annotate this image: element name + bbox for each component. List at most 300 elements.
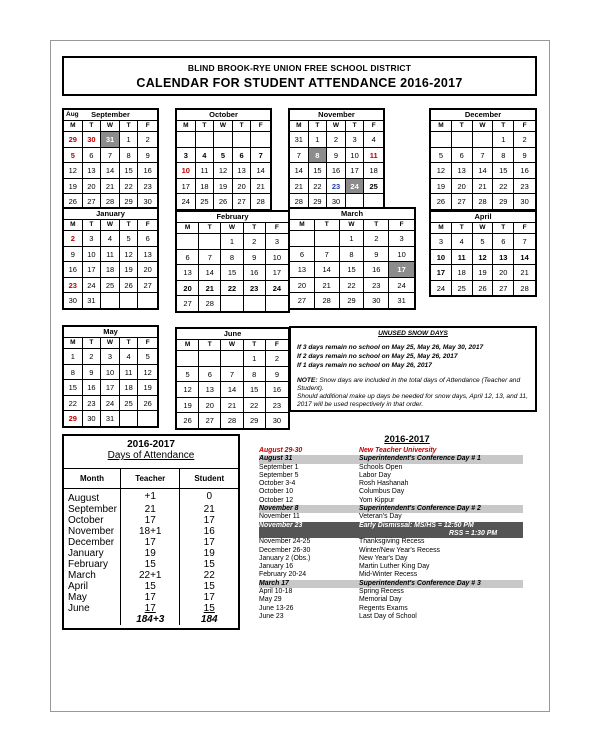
- day-cell: 3: [431, 233, 452, 249]
- day-cell: 7: [101, 147, 120, 163]
- attendance-row: [64, 537, 238, 548]
- day-cell: 7: [221, 366, 243, 382]
- weekday-header: W: [473, 120, 494, 131]
- day-cell: 30: [83, 410, 102, 426]
- day-cell: 4: [196, 147, 215, 163]
- day-cell: 24: [389, 277, 414, 293]
- day-cell: 20: [290, 277, 315, 293]
- day-cell: [138, 410, 157, 426]
- month-may: [62, 325, 159, 428]
- day-cell: 26: [120, 277, 139, 293]
- day-cell: 18: [120, 379, 139, 395]
- event-row: [259, 480, 523, 488]
- day-cell: 30: [83, 131, 102, 147]
- day-cell: 12: [473, 249, 494, 265]
- weekday-header: T: [83, 120, 102, 131]
- attendance-row: [64, 570, 238, 581]
- day-cell: 9: [244, 249, 266, 265]
- day-cell: 9: [327, 147, 346, 163]
- day-cell: 21: [315, 277, 340, 293]
- day-cell: 16: [266, 381, 288, 397]
- day-cell: 16: [244, 264, 266, 280]
- weekday-header: F: [389, 219, 414, 230]
- month-name: February: [216, 212, 249, 221]
- weekday-header: W: [327, 120, 346, 131]
- day-cell: 5: [473, 233, 494, 249]
- event-row: [259, 522, 523, 530]
- attendance-row: [64, 489, 238, 505]
- day-cell: 14: [290, 162, 309, 178]
- weekday-header: M: [431, 120, 452, 131]
- weekday-header: W: [340, 219, 365, 230]
- day-cell: 6: [83, 147, 102, 163]
- day-cell: 16: [64, 261, 83, 277]
- day-cell: 28: [101, 193, 120, 209]
- day-cell: 10: [83, 246, 102, 262]
- day-cell: 11: [196, 162, 215, 178]
- day-cell: 17: [346, 162, 365, 178]
- day-cell: [177, 233, 199, 249]
- attendance-row: [64, 548, 238, 559]
- day-cell: 1: [493, 131, 514, 147]
- day-cell: 1: [309, 131, 328, 147]
- day-cell: 27: [233, 193, 252, 209]
- event-description: Rosh Hashanah: [359, 480, 409, 488]
- day-cell: 29: [309, 193, 328, 209]
- events-list: [259, 434, 523, 621]
- day-cell: 15: [64, 379, 83, 395]
- day-cell: [431, 131, 452, 147]
- weekday-header: W: [473, 222, 494, 233]
- weekday-header: M: [290, 120, 309, 131]
- month-february: [175, 210, 290, 313]
- weekday-header: T: [83, 219, 102, 230]
- day-cell: 1: [64, 348, 83, 364]
- weekday-header: T: [244, 339, 266, 350]
- day-cell: 25: [364, 178, 383, 194]
- day-cell: 6: [233, 147, 252, 163]
- day-cell: 18: [452, 264, 473, 280]
- month-title: [431, 110, 535, 120]
- day-cell: [120, 410, 139, 426]
- event-row: [259, 505, 523, 513]
- event-date: May 29: [259, 596, 282, 604]
- day-cell: 5: [120, 230, 139, 246]
- day-cell: 12: [120, 246, 139, 262]
- day-cell: 22: [221, 280, 243, 296]
- attendance-cell: 15: [203, 559, 215, 570]
- month-name: June: [223, 329, 242, 338]
- day-cell: 21: [290, 178, 309, 194]
- day-cell: 29: [64, 131, 83, 147]
- event-row: [259, 547, 523, 555]
- attendance-cell: 18+1: [121, 526, 180, 537]
- attendance-row: [64, 581, 238, 592]
- day-cell: 28: [221, 412, 243, 428]
- day-cell: 10: [389, 246, 414, 262]
- day-cell: 25: [101, 277, 120, 293]
- event-row: [259, 530, 523, 538]
- day-cell: 27: [452, 193, 473, 209]
- day-cell: 10: [101, 364, 120, 380]
- day-cell: 2: [266, 350, 288, 366]
- day-cell: 16: [327, 162, 346, 178]
- day-cell: [120, 292, 139, 308]
- event-row: [259, 455, 523, 463]
- event-date: October 3-4: [259, 480, 296, 488]
- day-cell: 16: [364, 261, 389, 277]
- day-cell: 28: [251, 193, 270, 209]
- event-description: Memorial Day: [359, 596, 402, 604]
- month-name: November: [318, 110, 355, 119]
- day-cell: 6: [177, 249, 199, 265]
- day-cell: 17: [83, 261, 102, 277]
- day-cell: 13: [83, 162, 102, 178]
- day-cell: 9: [138, 147, 157, 163]
- event-row: [259, 605, 523, 613]
- weekday-header: F: [251, 120, 270, 131]
- day-cell: 15: [244, 381, 266, 397]
- day-cell: 27: [493, 280, 514, 296]
- day-cell: 5: [214, 147, 233, 163]
- day-cell: 28: [290, 193, 309, 209]
- day-cell: 23: [266, 397, 288, 413]
- event-row: [259, 513, 523, 521]
- attendance-cell: 21: [121, 504, 180, 515]
- event-date: November 8: [259, 505, 299, 513]
- attendance-table: [64, 468, 238, 625]
- day-cell: 10: [266, 249, 288, 265]
- attendance-cell: November: [68, 526, 115, 537]
- attendance-cell: 15: [203, 581, 215, 592]
- day-cell: 18: [101, 261, 120, 277]
- day-cell: 27: [138, 277, 157, 293]
- day-cell: 12: [214, 162, 233, 178]
- day-cell: 12: [431, 162, 452, 178]
- day-cell: 20: [138, 261, 157, 277]
- month-october: [175, 108, 272, 211]
- month-april: [429, 210, 537, 297]
- day-cell: [473, 131, 494, 147]
- day-cell: 28: [315, 292, 340, 308]
- day-cell: 24: [101, 395, 120, 411]
- day-cell: 24: [266, 280, 288, 296]
- event-description: New Year's Day: [359, 554, 408, 562]
- day-cell: 10: [346, 147, 365, 163]
- weekday-header: T: [120, 219, 139, 230]
- event-date: October 12: [259, 496, 294, 504]
- attendance-cell: September: [68, 504, 117, 515]
- event-description: New Teacher University: [359, 447, 437, 454]
- day-cell: 19: [473, 264, 494, 280]
- weekday-header: M: [431, 222, 452, 233]
- weekday-header: M: [290, 219, 315, 230]
- weekday-header: F: [514, 120, 535, 131]
- attendance-cell: 17: [121, 515, 180, 526]
- month-november: [288, 108, 385, 211]
- weekday-header: T: [244, 222, 266, 233]
- day-cell: 22: [340, 277, 365, 293]
- weekday-header: T: [196, 120, 215, 131]
- day-cell: 2: [364, 230, 389, 246]
- day-cell: 18: [364, 162, 383, 178]
- event-row: [259, 472, 523, 480]
- attendance-cell: February: [68, 559, 109, 570]
- day-cell: 24: [177, 193, 196, 209]
- day-cell: 6: [493, 233, 514, 249]
- month-name: March: [340, 209, 364, 218]
- day-cell: 23: [514, 178, 535, 194]
- day-cell: 17: [389, 261, 414, 277]
- weekday-header: W: [221, 339, 243, 350]
- attendance-cell: August: [68, 493, 100, 504]
- month-name: May: [103, 327, 118, 336]
- month-september: [62, 108, 159, 211]
- event-date: November 11: [259, 513, 300, 521]
- day-cell: 29: [64, 410, 83, 426]
- weekday-header: T: [309, 120, 328, 131]
- day-cell: 20: [177, 280, 199, 296]
- attendance-year: 2016-2017: [127, 439, 175, 450]
- attendance-row: [64, 592, 238, 603]
- day-cell: 7: [473, 147, 494, 163]
- attendance-cell: +1: [121, 489, 180, 505]
- day-cell: 19: [64, 178, 83, 194]
- day-cell: 11: [120, 364, 139, 380]
- event-row: [259, 596, 523, 604]
- attendance-row: [64, 603, 238, 614]
- month-title: [177, 212, 288, 222]
- day-cell: [101, 292, 120, 308]
- day-cell: 23: [327, 178, 346, 194]
- events-title: 2016-2017: [384, 434, 430, 445]
- snow-line: If 2 days remain no school on May 25, May 26, 2017: [297, 353, 458, 360]
- attendance-cell: 17: [121, 537, 180, 548]
- snow-line: If 1 days remain no school on May 26, 2017: [297, 362, 432, 369]
- day-cell: 4: [364, 131, 383, 147]
- day-cell: 26: [214, 193, 233, 209]
- day-cell: [233, 131, 252, 147]
- weekday-header: T: [452, 120, 473, 131]
- day-cell: 31: [101, 410, 120, 426]
- weekday-header: T: [120, 120, 139, 131]
- day-cell: 21: [473, 178, 494, 194]
- month-name: January: [96, 209, 125, 218]
- day-cell: 3: [266, 233, 288, 249]
- day-cell: 28: [473, 193, 494, 209]
- day-cell: 31: [290, 131, 309, 147]
- day-cell: [244, 295, 266, 311]
- month-name: April: [474, 212, 492, 221]
- snow-line: If 3 days remain no school on May 25, May 26, May 30, 2017: [297, 344, 484, 351]
- day-cell: 31: [101, 131, 120, 147]
- day-cell: 25: [120, 395, 139, 411]
- attendance-cell: December: [68, 537, 115, 548]
- day-cell: [221, 350, 243, 366]
- attendance-cell: 22: [203, 570, 215, 581]
- event-date: June 23: [259, 612, 284, 620]
- day-cell: 13: [493, 249, 514, 265]
- weekday-header: M: [177, 339, 199, 350]
- event-date: January 16: [259, 563, 294, 571]
- day-cell: 5: [177, 366, 199, 382]
- day-cell: [290, 230, 315, 246]
- attendance-cell: 0: [206, 491, 213, 502]
- day-cell: 13: [199, 381, 221, 397]
- day-cell: 11: [364, 147, 383, 163]
- weekday-header: F: [364, 120, 383, 131]
- month-title: [177, 110, 270, 120]
- day-cell: 26: [177, 412, 199, 428]
- attendance-cell: 22+1: [121, 570, 180, 581]
- weekday-header: M: [64, 337, 83, 348]
- day-cell: 29: [120, 193, 139, 209]
- weekday-header: T: [493, 120, 514, 131]
- day-cell: 26: [138, 395, 157, 411]
- day-cell: 15: [120, 162, 139, 178]
- day-cell: 13: [290, 261, 315, 277]
- day-cell: 20: [493, 264, 514, 280]
- day-cell: 27: [199, 412, 221, 428]
- month-march: [288, 207, 416, 310]
- day-cell: 30: [364, 292, 389, 308]
- event-description: Labor Day: [359, 471, 391, 479]
- attendance-title: Days of Attendance: [107, 450, 195, 461]
- day-cell: 6: [138, 230, 157, 246]
- weekday-header: F: [138, 219, 157, 230]
- day-cell: 3: [177, 147, 196, 163]
- day-cell: 13: [177, 264, 199, 280]
- day-cell: 28: [199, 295, 221, 311]
- attendance-cell: 19: [203, 548, 215, 559]
- day-cell: 22: [493, 178, 514, 194]
- event-row: [259, 464, 523, 472]
- event-date: April 10-18: [259, 588, 293, 596]
- month-prefix: Aug: [66, 111, 79, 118]
- day-cell: 10: [177, 162, 196, 178]
- day-cell: [177, 350, 199, 366]
- event-description: Last Day of School: [359, 612, 417, 620]
- day-cell: 8: [309, 147, 328, 163]
- day-cell: 9: [64, 246, 83, 262]
- weekday-header: W: [101, 219, 120, 230]
- day-cell: 12: [64, 162, 83, 178]
- day-cell: 1: [221, 233, 243, 249]
- day-cell: 26: [64, 193, 83, 209]
- event-row: [259, 488, 523, 496]
- day-cell: 4: [452, 233, 473, 249]
- attendance-cell: March: [68, 570, 96, 581]
- event-row: [259, 497, 523, 505]
- weekday-header: F: [266, 339, 288, 350]
- day-cell: 6: [199, 366, 221, 382]
- attendance-cell: January: [68, 548, 104, 559]
- attendance-cell: 184: [200, 614, 218, 625]
- event-description: Martin Luther King Day: [359, 563, 430, 571]
- day-cell: [221, 295, 243, 311]
- day-cell: 20: [199, 397, 221, 413]
- weekday-header: F: [514, 222, 535, 233]
- event-date: November 23: [259, 521, 303, 529]
- day-cell: 8: [120, 147, 139, 163]
- day-cell: 2: [244, 233, 266, 249]
- weekday-header: T: [364, 219, 389, 230]
- event-date: September 5: [259, 471, 299, 479]
- day-cell: [138, 292, 157, 308]
- day-cell: 30: [64, 292, 83, 308]
- month-january: [62, 207, 159, 310]
- day-cell: 15: [493, 162, 514, 178]
- day-cell: 21: [221, 397, 243, 413]
- day-cell: 14: [199, 264, 221, 280]
- snow-days-box: [289, 326, 537, 412]
- weekday-header: T: [199, 222, 221, 233]
- attendance-row: [64, 526, 238, 537]
- day-cell: 20: [233, 178, 252, 194]
- district-name: BLIND BROOK-RYE UNION FREE SCHOOL DISTRICT: [187, 63, 412, 73]
- month-name: December: [464, 110, 502, 119]
- day-cell: 9: [266, 366, 288, 382]
- day-cell: 9: [83, 364, 102, 380]
- event-description: Schools Open: [359, 463, 403, 471]
- day-cell: [251, 131, 270, 147]
- day-cell: 23: [64, 277, 83, 293]
- attendance-row: [64, 504, 238, 515]
- day-cell: 12: [138, 364, 157, 380]
- day-cell: 2: [83, 348, 102, 364]
- weekday-header: T: [83, 337, 102, 348]
- col-student: Student: [180, 469, 238, 489]
- day-cell: 23: [364, 277, 389, 293]
- attendance-cell: 17: [203, 515, 215, 526]
- day-cell: 23: [244, 280, 266, 296]
- month-title: [64, 327, 157, 337]
- event-description: RSS = 1:30 PM: [449, 529, 498, 537]
- attendance-cell: June: [68, 603, 90, 614]
- day-cell: 19: [120, 261, 139, 277]
- event-description: Mid-Winter Recess: [359, 571, 418, 579]
- day-cell: 29: [340, 292, 365, 308]
- calendar-header: [62, 56, 537, 96]
- day-cell: 2: [138, 131, 157, 147]
- attendance-cell: 19: [121, 548, 180, 559]
- day-cell: 8: [493, 147, 514, 163]
- day-cell: 3: [346, 131, 365, 147]
- day-cell: 25: [452, 280, 473, 296]
- event-date: November 24-25: [259, 538, 311, 546]
- weekday-header: T: [233, 120, 252, 131]
- month-title: [290, 209, 414, 219]
- attendance-cell: 17: [203, 592, 215, 603]
- weekday-header: M: [64, 120, 83, 131]
- weekday-header: W: [101, 120, 120, 131]
- day-cell: 25: [196, 193, 215, 209]
- day-cell: [199, 233, 221, 249]
- event-row: [259, 555, 523, 563]
- event-description: Superintendent's Conference Day # 3: [359, 579, 481, 587]
- day-cell: 26: [431, 193, 452, 209]
- month-name: September: [91, 110, 130, 119]
- day-cell: 5: [431, 147, 452, 163]
- event-date: October 10: [259, 488, 294, 496]
- day-cell: 8: [244, 366, 266, 382]
- weekday-header: M: [64, 219, 83, 230]
- day-cell: 14: [251, 162, 270, 178]
- event-description: Superintendent's Conference Day # 2: [359, 505, 481, 513]
- day-cell: 27: [177, 295, 199, 311]
- event-description: Regents Exams: [359, 604, 408, 612]
- day-cell: 7: [315, 246, 340, 262]
